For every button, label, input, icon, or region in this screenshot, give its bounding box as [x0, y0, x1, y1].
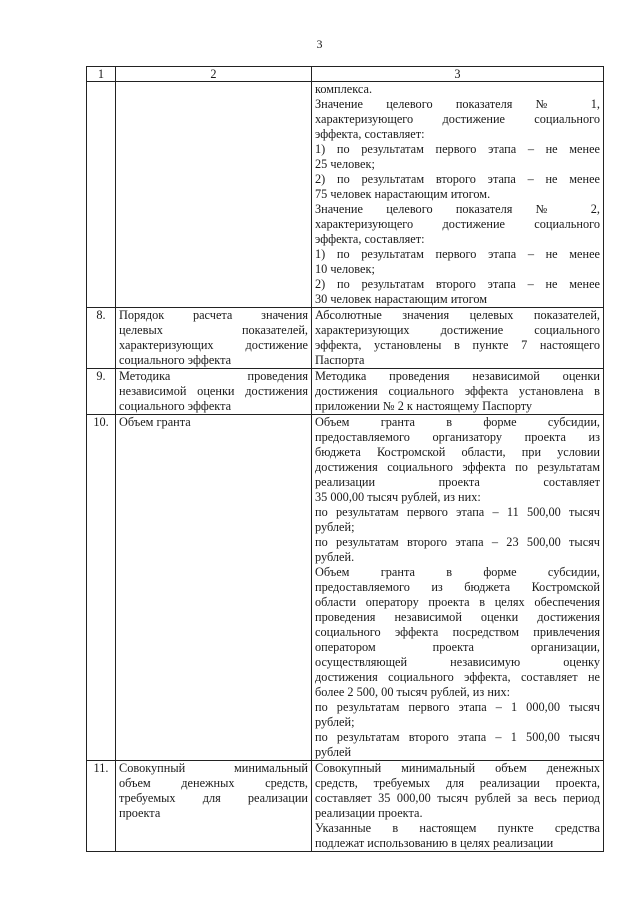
- row-number: 8.: [87, 308, 116, 369]
- parameter-value-line: рублей;: [315, 520, 355, 534]
- parameter-value-line: 2) по результатам второго этапа – не менее: [315, 172, 600, 186]
- parameter-value-line: рублей: [315, 745, 352, 759]
- parameter-value-line: характеризующего достижение социального: [315, 112, 600, 126]
- parameter-value-line: проведения независимой оценки достижения: [315, 610, 600, 624]
- parameter-value-line: оператором проекта организации,: [315, 640, 600, 654]
- parameter-value-line: 2) по результатам второго этапа – не менее: [315, 277, 600, 291]
- parameter-name-line: проекта: [119, 806, 161, 820]
- parameter-value-line: достижения социального эффекта, составляет не: [315, 670, 600, 684]
- header-col-3: 3: [312, 67, 604, 82]
- parameter-value-line: бюджета Костромской области, при условии: [315, 445, 600, 459]
- page-number: 3: [316, 37, 323, 51]
- parameter-value-line: по результатам второго этапа – 23 500,00 тысяч: [315, 535, 600, 549]
- parameter-value-line: Абсолютные значения целевых показателей,: [315, 308, 600, 322]
- table-row: [87, 369, 604, 415]
- table-body: [87, 82, 604, 852]
- parameter-name-line: независимой оценки достижения: [119, 384, 308, 398]
- row-parameter-value: [312, 369, 604, 415]
- parameter-name-line: характеризующих достижение: [119, 338, 308, 352]
- passport-table: [86, 66, 604, 852]
- parameter-value-line: Паспорта: [315, 353, 365, 367]
- parameter-value-line: предоставляемого организатору проекта из: [315, 430, 600, 444]
- parameter-value-line: составляет 35 000,00 тысяч рублей за весь период: [315, 791, 600, 805]
- table-row: [87, 82, 604, 308]
- row-number: 9.: [87, 369, 116, 415]
- parameter-value-line: реализации проекта.: [315, 806, 423, 820]
- parameter-name-line: Совокупный минимальный: [119, 761, 308, 775]
- parameter-value-line: Методика проведения независимой оценки: [315, 369, 600, 383]
- parameter-value-line: Значение целевого показателя № 1,: [315, 97, 600, 111]
- parameter-value-line: по результатам первого этапа – 11 500,00 тысяч: [315, 505, 600, 519]
- parameter-value-line: достижения социального эффекта по результатам: [315, 460, 600, 474]
- parameter-value-line: Совокупный минимальный объем денежных: [315, 761, 600, 775]
- parameter-value-line: Значение целевого показателя № 2,: [315, 202, 600, 216]
- row-parameter-value: [312, 82, 604, 308]
- parameter-value-line: осуществляющей независимую оценку: [315, 655, 600, 669]
- parameter-value-line: 1) по результатам первого этапа – не менее: [315, 247, 600, 261]
- parameter-value-line: 75 человек нарастающим итогом.: [315, 187, 491, 201]
- parameter-name-line: социального эффекта: [119, 399, 232, 413]
- parameter-name-line: объем денежных средств,: [119, 776, 308, 790]
- parameter-value-line: области оператору проекта в целях обеспечения: [315, 595, 600, 609]
- parameter-value-line: реализации проекта составляет: [315, 475, 600, 489]
- parameter-value-line: Объем гранта в форме субсидии,: [315, 565, 600, 579]
- parameter-name-line: Объем гранта: [119, 415, 191, 429]
- row-number: 10.: [87, 415, 116, 761]
- parameter-value-line: подлежат использованию в целях реализации: [315, 836, 554, 850]
- row-parameter-name: [116, 308, 312, 369]
- parameter-value-line: достижения социального эффекта установлена в: [315, 384, 600, 398]
- parameter-value-line: эффекта, составляет:: [315, 232, 425, 246]
- parameter-name-line: социального эффекта: [119, 353, 232, 367]
- row-parameter-value: [312, 415, 604, 761]
- row-parameter-name: [116, 761, 312, 852]
- table-header-row: [87, 67, 604, 82]
- parameter-value-line: социального эффекта посредством привлечения: [315, 625, 600, 639]
- header-col-2: 2: [116, 67, 312, 82]
- row-parameter-value: [312, 761, 604, 852]
- parameter-name-line: Методика проведения: [119, 369, 308, 383]
- parameter-value-line: Указанные в настоящем пункте средства: [315, 821, 600, 835]
- parameter-value-line: 35 000,00 тысяч рублей, из них:: [315, 490, 481, 504]
- row-parameter-name: [116, 415, 312, 761]
- parameter-value-line: Объем гранта в форме субсидии,: [315, 415, 600, 429]
- parameter-value-line: средств, требуемых для реализации проекта,: [315, 776, 600, 790]
- parameter-value-line: более 2 500, 00 тысяч рублей, из них:: [315, 685, 511, 699]
- parameter-value-line: приложении № 2 к настоящему Паспорту: [315, 399, 533, 413]
- parameter-value-line: эффекта, составляет:: [315, 127, 425, 141]
- parameter-value-line: 25 человек;: [315, 157, 375, 171]
- table-row: [87, 761, 604, 852]
- table-row: [87, 308, 604, 369]
- parameter-value-line: 30 человек нарастающим итогом: [315, 292, 488, 306]
- parameter-value-line: рублей.: [315, 550, 355, 564]
- row-parameter-value: [312, 308, 604, 369]
- parameter-value-line: характеризующего достижение социального: [315, 217, 600, 231]
- header-col-1: 1: [87, 67, 116, 82]
- parameter-value-line: рублей;: [315, 715, 355, 729]
- table-row: [87, 415, 604, 761]
- parameter-value-line: предоставляемого из бюджета Костромской: [315, 580, 600, 594]
- row-parameter-name: [116, 82, 312, 308]
- parameter-value-line: 1) по результатам первого этапа – не менее: [315, 142, 600, 156]
- parameter-value-line: эффекта, установлены в пункте 7 настоящего: [315, 338, 600, 352]
- row-number: [87, 82, 116, 308]
- row-number: 11.: [87, 761, 116, 852]
- parameter-value-line: 10 человек;: [315, 262, 375, 276]
- row-parameter-name: [116, 369, 312, 415]
- parameter-value-line: характеризующих достижение социального: [315, 323, 600, 337]
- parameter-value-line: по результатам первого этапа – 1 000,00 тысяч: [315, 700, 600, 714]
- parameter-value-line: по результатам второго этапа – 1 500,00 тысяч: [315, 730, 600, 744]
- parameter-name-line: Порядок расчета значения: [119, 308, 308, 322]
- parameter-name-line: целевых показателей,: [119, 323, 308, 337]
- parameter-name-line: требуемых для реализации: [119, 791, 308, 805]
- parameter-value-line: комплекса.: [315, 82, 373, 96]
